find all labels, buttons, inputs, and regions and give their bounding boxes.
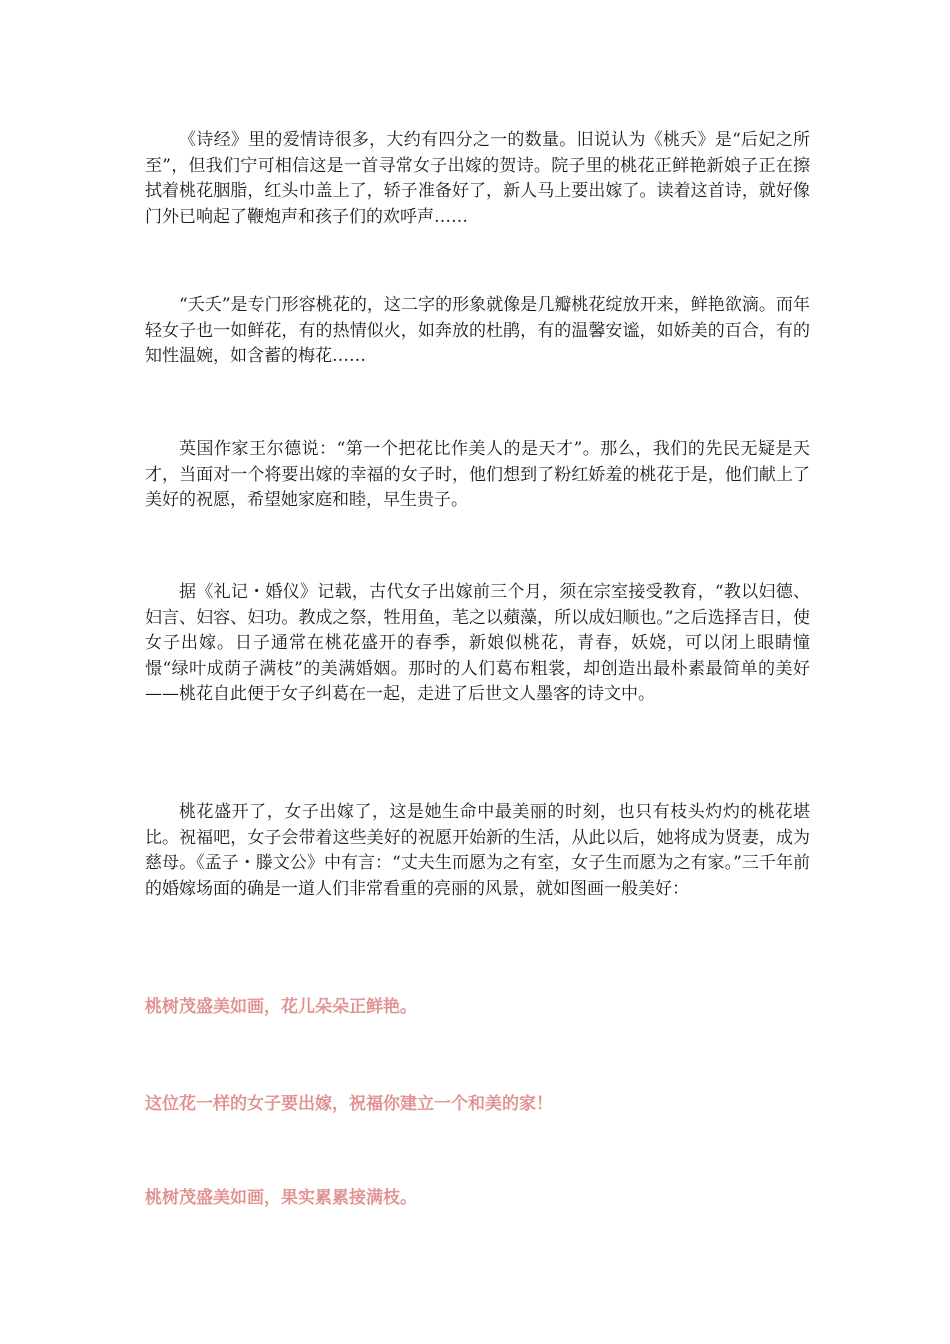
paragraph-wilde-quote: 英国作家王尔德说：“第一个把花比作美人的是天才”。那么，我们的先民无疑是天才，当面对一个将要出嫁的幸福的女子时，他们想到了粉红娇羞的桃花于是，他们献上了美好的祝愿，希望她家庭和睦，早生贵子。 [145, 439, 810, 510]
paragraph-peach-blossom-bride: 桃花盛开了，女子出嫁了，这是她生命中最美丽的时刻，也只有枝头灼灼的桃花堪比。祝福吧，女子会带着这些美好的祝愿开始新的生活，从此以后，她将成为贤妻，成为慈母。《孟子・滕文公》中有言：“丈夫生而愿为之有室，女子生而愿为之有家。”三千年前的婚嫁场面的确是一道人们非常看重的亮丽的风景，就如图画一般美好： [145, 802, 810, 899]
verse-line-2: 这位花一样的女子要出嫁，祝福你建立一个和美的家！ [145, 1094, 553, 1114]
verse-line-1: 桃树茂盛美如画，花儿朵朵正鲜艳。 [145, 997, 417, 1017]
paragraph-yaoyao-meaning: “夭夭”是专门形容桃花的，这二字的形象就像是几瓣桃花绽放开来，鲜艳欲滴。而年轻女子也一如鲜花，有的热情似火，如奔放的杜鹃，有的温馨安谧，如娇美的百合，有的知性温婉，如含蓄的梅花…… [145, 295, 810, 366]
verse-line-3: 桃树茂盛美如画，果实累累接满枝。 [145, 1188, 417, 1208]
paragraph-liji-wedding: 据《礼记・婚仪》记载，古代女子出嫁前三个月，须在宗室接受教育，“教以妇德、妇言、妇容、妇功。教成之祭，牲用鱼，芼之以蘋藻，所以成妇顺也。”之后选择吉日，使女子出嫁。日子通常在桃花盛开的春季，新娘似桃花，青春，妖娆，可以闭上眼睛憧憬“绿叶成荫子满枝”的美满婚姻。那时的人们葛布粗裳，却创造出最朴素最简单的美好——桃花自此便于女子纠葛在一起，走进了后世文人墨客的诗文中。 [145, 582, 810, 704]
paragraph-shijing-intro: 《诗经》里的爱情诗很多，大约有四分之一的数量。旧说认为《桃夭》是“后妃之所至”，但我们宁可相信这是一首寻常女子出嫁的贺诗。院子里的桃花正鲜艳新娘子正在擦拭着桃花胭脂，红头巾盖上了，轿子准备好了，新人马上要出嫁了。读着这首诗，就好像门外已响起了鞭炮声和孩子们的欢呼声…… [145, 130, 810, 227]
